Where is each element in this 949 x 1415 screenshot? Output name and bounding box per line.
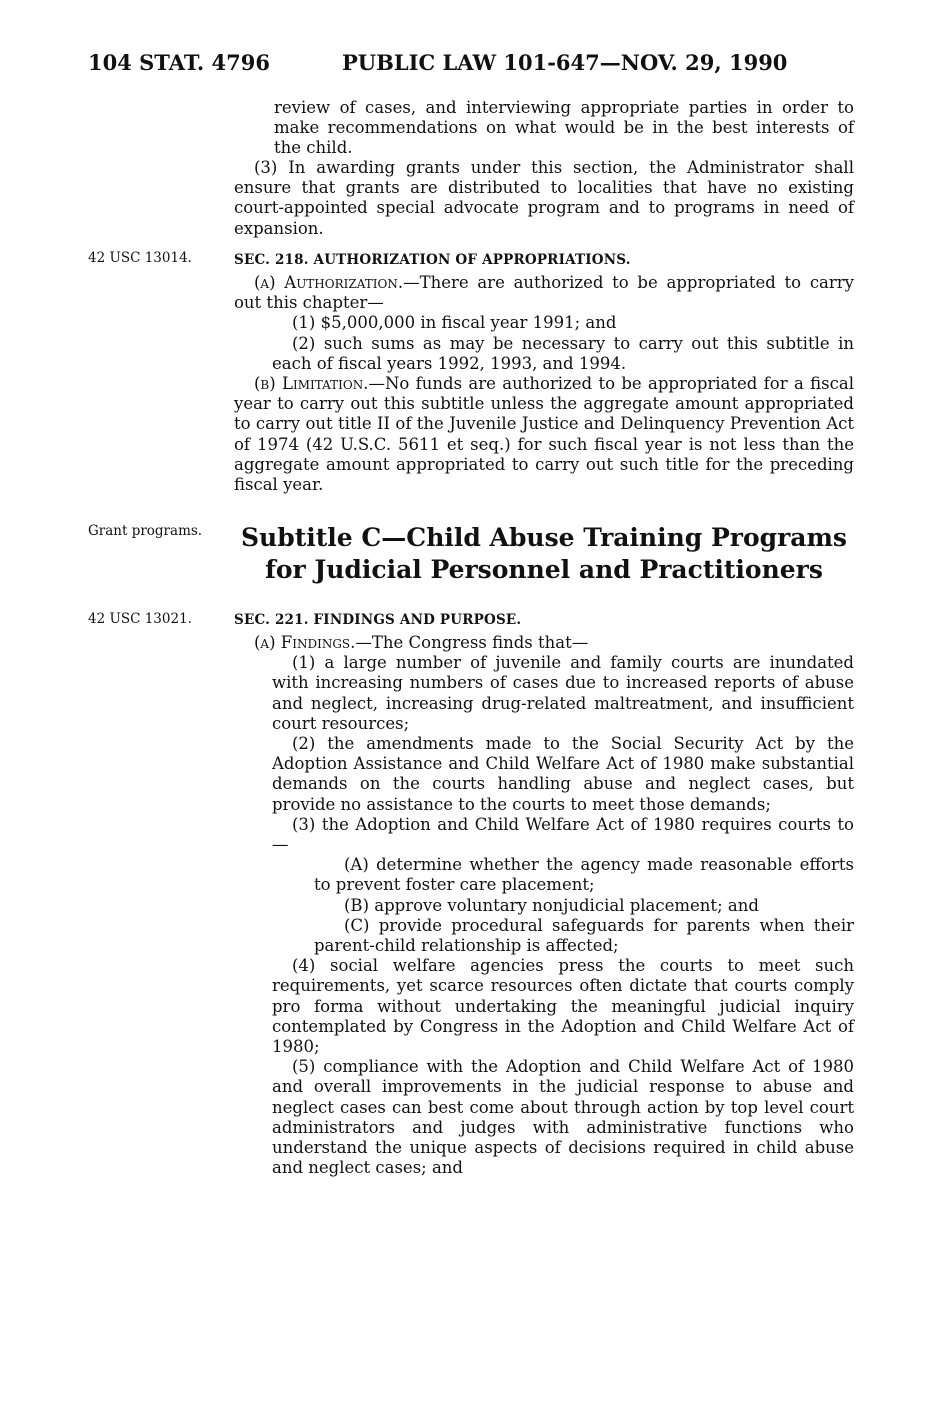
finding-2: (2) the amendments made to the Social Security Act by the Adoption Assistance and Child Welfare Act of 1980 make substantial demands on the courts handling abuse and neglect cases, but provide no assistance to the courts to meet those demands; <box>272 734 854 814</box>
subtitle-c-heading <box>234 522 854 586</box>
finding-3: (3) the Adoption and Child Welfare Act of 1980 requires courts to— <box>272 814 854 855</box>
section-221 <box>234 612 854 1178</box>
paragraph-218a <box>234 273 854 313</box>
paragraph-218b <box>234 374 854 495</box>
continuation-block <box>274 98 854 159</box>
continuation-paragraph: review of cases, and interviewing appropriate parties in order to make recommendations on what would be in the best interests of the child. <box>274 98 854 158</box>
stat-page-number: 104 STAT. 4796 <box>88 50 270 75</box>
finding-3A: (A) determine whether the agency made reasonable efforts to prevent foster care placement; <box>314 855 854 895</box>
paragraph-c3: (3) In awarding grants under this section, the Administrator shall ensure that grants are distributed to localities that have no existing court-appointed special advocate program and to programs in need of expansion. <box>234 158 854 238</box>
subtitle-line-2: for Judicial Personnel and Practitioners <box>265 555 823 584</box>
paragraph-221a <box>234 633 854 653</box>
finding-3B: (B) approve voluntary nonjudicial placement; and <box>344 895 759 915</box>
margin-note-grant-programs: Grant programs. <box>88 523 203 539</box>
public-law-citation: PUBLIC LAW 101-647—NOV. 29, 1990 <box>342 50 788 75</box>
margin-note-usc-13014: 42 USC 13014. <box>88 250 192 266</box>
section-217-c3 <box>234 158 854 239</box>
finding-5: (5) compliance with the Adoption and Child Welfare Act of 1980 and overall improvements in the judicial response to abuse and neglect cases can best come about through action by top level court administrators and judges with administrative functions who understand the unique aspects of decisions required in child abuse and neglect cases; and <box>272 1057 854 1178</box>
text-218b: —No funds are authorized to be appropriated for a fiscal year to carry out this subtitle unless the aggregate amount appropriated to carry out title II of the Juvenile Justice and Delinquency Prevention Act of 1974 (42 U.S.C. 5611 et seq.) for such fiscal year is not less than the aggregate amount appropriated to carry out such title for the preceding fiscal year. <box>234 374 854 495</box>
subtitle-line-1: Subtitle C—Child Abuse Training Programs <box>240 523 847 552</box>
page-header <box>88 50 868 80</box>
margin-note-usc-13021: 42 USC 13021. <box>88 611 192 627</box>
section-218-heading: SEC. 218. AUTHORIZATION OF APPROPRIATIONS. <box>234 252 631 268</box>
label-limitation: (b) Limitation. <box>254 374 369 394</box>
item-218a2: (2) such sums as may be necessary to carry out this subtitle in each of fiscal years 1992, 1993, and 1994. <box>272 333 854 373</box>
text-218a: —There are authorized to be appropriated to carry out this chapter— <box>234 273 854 313</box>
finding-1: (1) a large number of juvenile and family courts are inundated with increasing numbers of cases due to increased reports of abuse and neglect, increasing drug-related maltreatment, and insufficient court resources; <box>272 653 854 733</box>
finding-3C: (C) provide procedural safeguards for parents when their parent-child relationship is affected; <box>314 915 854 956</box>
finding-4: (4) social welfare agencies press the courts to meet such requirements, yet scarce resources often dictate that courts comply pro forma without undertaking the meaningful judicial inquiry contemplated by Congress in the Adoption and Child Welfare Act of 1980; <box>272 956 854 1057</box>
text-221a: —The Congress finds that— <box>355 633 589 652</box>
label-findings: (a) Findings. <box>254 633 356 652</box>
section-221-heading: SEC. 221. FINDINGS AND PURPOSE. <box>234 612 522 628</box>
section-218 <box>234 252 854 495</box>
item-218a1: (1) $5,000,000 in fiscal year 1991; and <box>292 313 617 333</box>
label-authorization: (a) Authorization. <box>254 273 404 292</box>
